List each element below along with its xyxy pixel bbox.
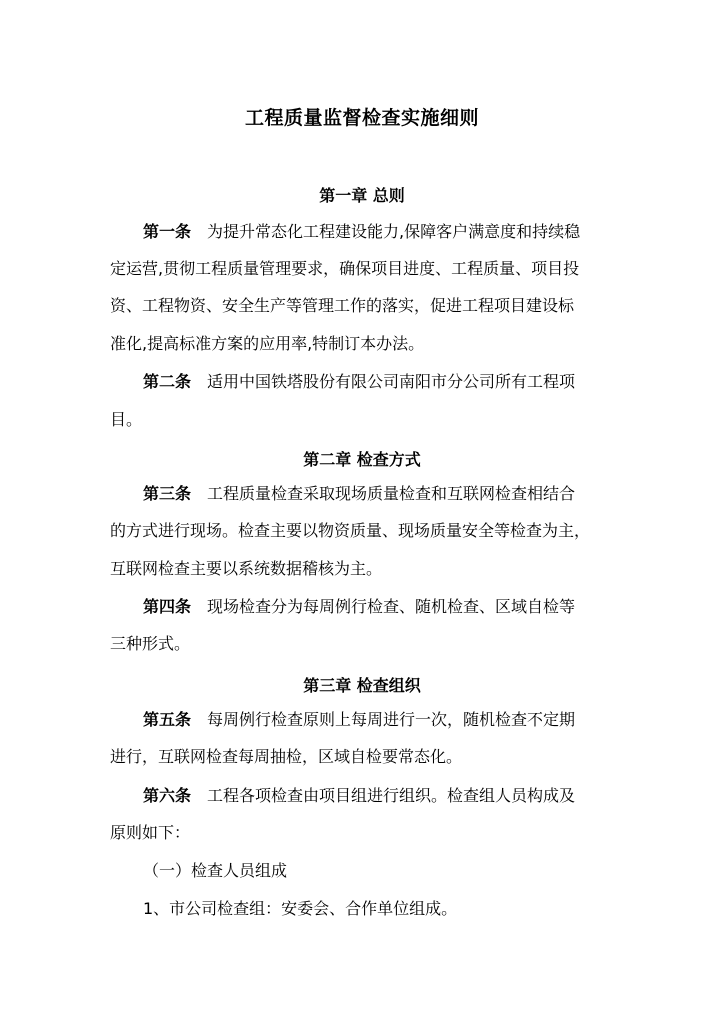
chapter-1-heading: 第一章 总则 — [319, 186, 405, 205]
article-1-label: 第一条 — [143, 222, 192, 241]
article-1-line-4: 准化,提高标准方案的应用率,特制订本办法。 — [110, 334, 425, 353]
article-1-line-2: 定运营,贯彻工程质量管理要求，确保项目进度、工程质量、项目投 — [110, 259, 580, 278]
article-3-line-3: 互联网检查主要以系统数据稽核为主。 — [110, 559, 383, 578]
article-1-text: 为提升常态化工程建设能力,保障客户满意度和持续稳 — [207, 222, 581, 241]
article-6-text: 工程各项检查由项目组进行组织。检查组人员构成及 — [207, 786, 576, 805]
chapter-3-heading: 第三章 检查组织 — [303, 676, 421, 695]
article-3-line-2: 的方式进行现场。检查主要以物资质量、现场质量安全等检查为主， — [110, 521, 591, 540]
article-2-label: 第二条 — [143, 372, 192, 391]
article-2-line-2: 目。 — [110, 410, 143, 429]
document-title: 工程质量监督检查实施细则 — [244, 107, 479, 129]
article-4-text: 现场检查分为每周例行检查、随机检查、区域自检等 — [207, 597, 576, 616]
article-3-text: 工程质量检查采取现场质量检查和互联网检查相结合 — [207, 484, 576, 503]
article-1-line-3: 资、工程物资、安全生产等管理工作的落实，促进工程项目建设标 — [110, 296, 575, 315]
article-4-line-2: 三种形式。 — [110, 634, 191, 653]
article-4-label: 第四条 — [143, 597, 192, 616]
article-1-line-1 — [143, 222, 580, 242]
article-6-line-2: 原则如下： — [110, 823, 191, 842]
article-5-text: 每周例行检查原则上每周进行一次，随机检查不定期 — [207, 710, 576, 729]
article-2-line-1 — [143, 372, 575, 392]
article-5-line-2: 进行，互联网检查每周抽检，区域自检要常态化。 — [110, 747, 463, 766]
chapter-2-heading: 第二章 检查方式 — [303, 450, 421, 469]
article-4-line-1 — [143, 597, 575, 617]
article-3-label: 第三条 — [143, 484, 192, 503]
article-3-line-1 — [143, 484, 575, 504]
article-6-label: 第六条 — [143, 786, 192, 805]
article-6-line-1 — [143, 786, 575, 806]
section-1-heading: （一）检查人员组成 — [143, 861, 288, 880]
article-2-text: 适用中国铁塔股份有限公司南阳市分公司所有工程项 — [207, 372, 576, 391]
article-5-label: 第五条 — [143, 710, 192, 729]
article-5-line-1 — [143, 710, 575, 730]
list-item-1: 1、市公司检查组：安委会、合作单位组成。 — [143, 899, 458, 918]
